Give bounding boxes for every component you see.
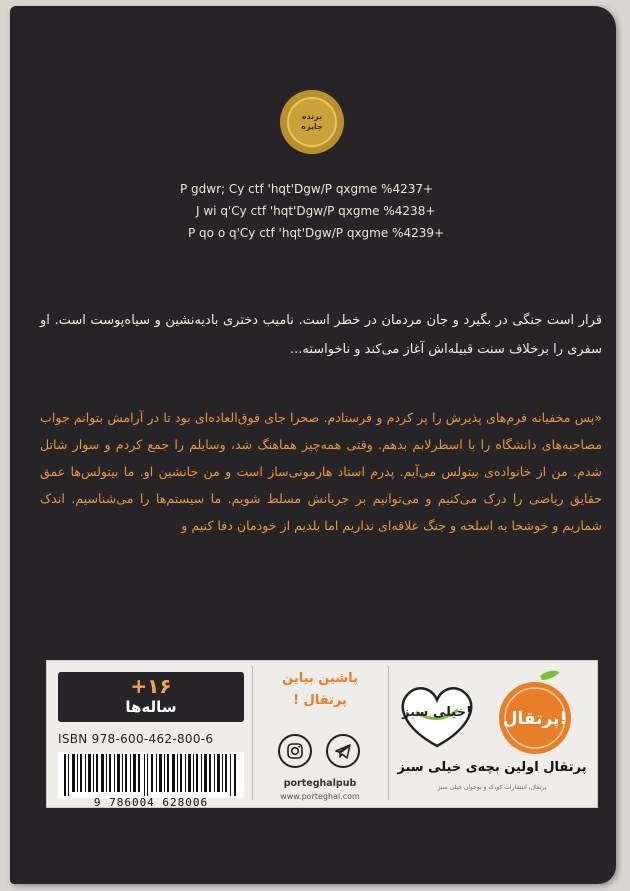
age-rating-label: ساله‌ها bbox=[125, 698, 177, 716]
publisher-fineprint: پرتقال، انتشارات کودک و نوجوان خیلی سبز bbox=[437, 784, 547, 791]
medal-text: برنده جایزه bbox=[301, 112, 323, 131]
social-title-line1: پاشین بیاین bbox=[282, 671, 358, 686]
publisher-tagline: پرتقال اولین بچه‌ی خیلی سبز bbox=[397, 760, 587, 775]
divider-right bbox=[388, 666, 389, 800]
logo-text: پرتقال! bbox=[502, 709, 568, 729]
social-handle[interactable]: porteghalpub bbox=[283, 778, 357, 789]
award-line-2: J wi q'Cy ctf 'hqt'Dgw/P qxgme %4238+ bbox=[196, 204, 436, 218]
barcode-icon bbox=[58, 752, 244, 798]
award-medal-icon bbox=[280, 90, 344, 154]
award-medal-label bbox=[287, 97, 337, 147]
social-title bbox=[258, 668, 382, 712]
award-line-3: P qo o q'Cy ctf 'hqt'Dgw/P qxgme %4239+ bbox=[188, 226, 445, 240]
instagram-icon[interactable] bbox=[278, 734, 312, 768]
award-line-1: P gdwr; Cy ctf 'hqt'Dgw/P qxgme %4237+ bbox=[180, 182, 434, 196]
age-rating-badge bbox=[58, 672, 244, 722]
telegram-icon[interactable] bbox=[326, 734, 360, 768]
porteghal-logo-icon bbox=[486, 668, 584, 758]
social-title-line2: پرتقال ! bbox=[293, 693, 347, 708]
isbn-text: ISBN 978-600-462-800-6 bbox=[58, 732, 214, 746]
book-excerpt: «پس مخفیانه فرم‌های پذیرش را پر کردم و فرستادم. صحرا جای فوق‌العاده‌ای بود تا در آرامش بتوانم جواب مصاحبه‌های دانشگاه را با اسطرلابم بدهم. وقتی همه‌چیز هماهنگ شد، وسایلم را جمع کردم و سوار شاتل شدم. من از خانواده‌ی بیتولس می‌آیم. پدرم استاد هارمونی‌ساز است و من جانشین او. ما بیتولس‌ها عمق حقایق ریاضی را درک می‌کنیم و می‌توانیم بر جریانش مسلط شویم. ما سیستم‌ها را می‌شناسیم. اندک شماریم و خوشحا به اسلحه و جنگ علاقه‌ای نداریم اما بلدیم از خودمان دفا کنیم و bbox=[40, 410, 602, 533]
divider-left bbox=[252, 666, 253, 800]
website-link[interactable]: www.porteghal.com bbox=[280, 792, 360, 801]
book-summary: قرار است جنگی در بگیرد و جان مردمان در خطر است. نامیب دختری بادیه‌نشین و سیاه‌پوست است. او سفری را برخلاف سنت قبیله‌اش آغاز می‌کند و ناخواسته... bbox=[40, 313, 602, 357]
age-rating-number: +۱۶ bbox=[130, 674, 172, 698]
barcode-number: 9 786004 628006 bbox=[93, 796, 209, 809]
award-list bbox=[180, 178, 450, 244]
green-logo-text: خیلی سبز! bbox=[402, 705, 472, 720]
khili-sabz-logo-icon bbox=[394, 676, 480, 752]
social-icons bbox=[272, 734, 368, 774]
